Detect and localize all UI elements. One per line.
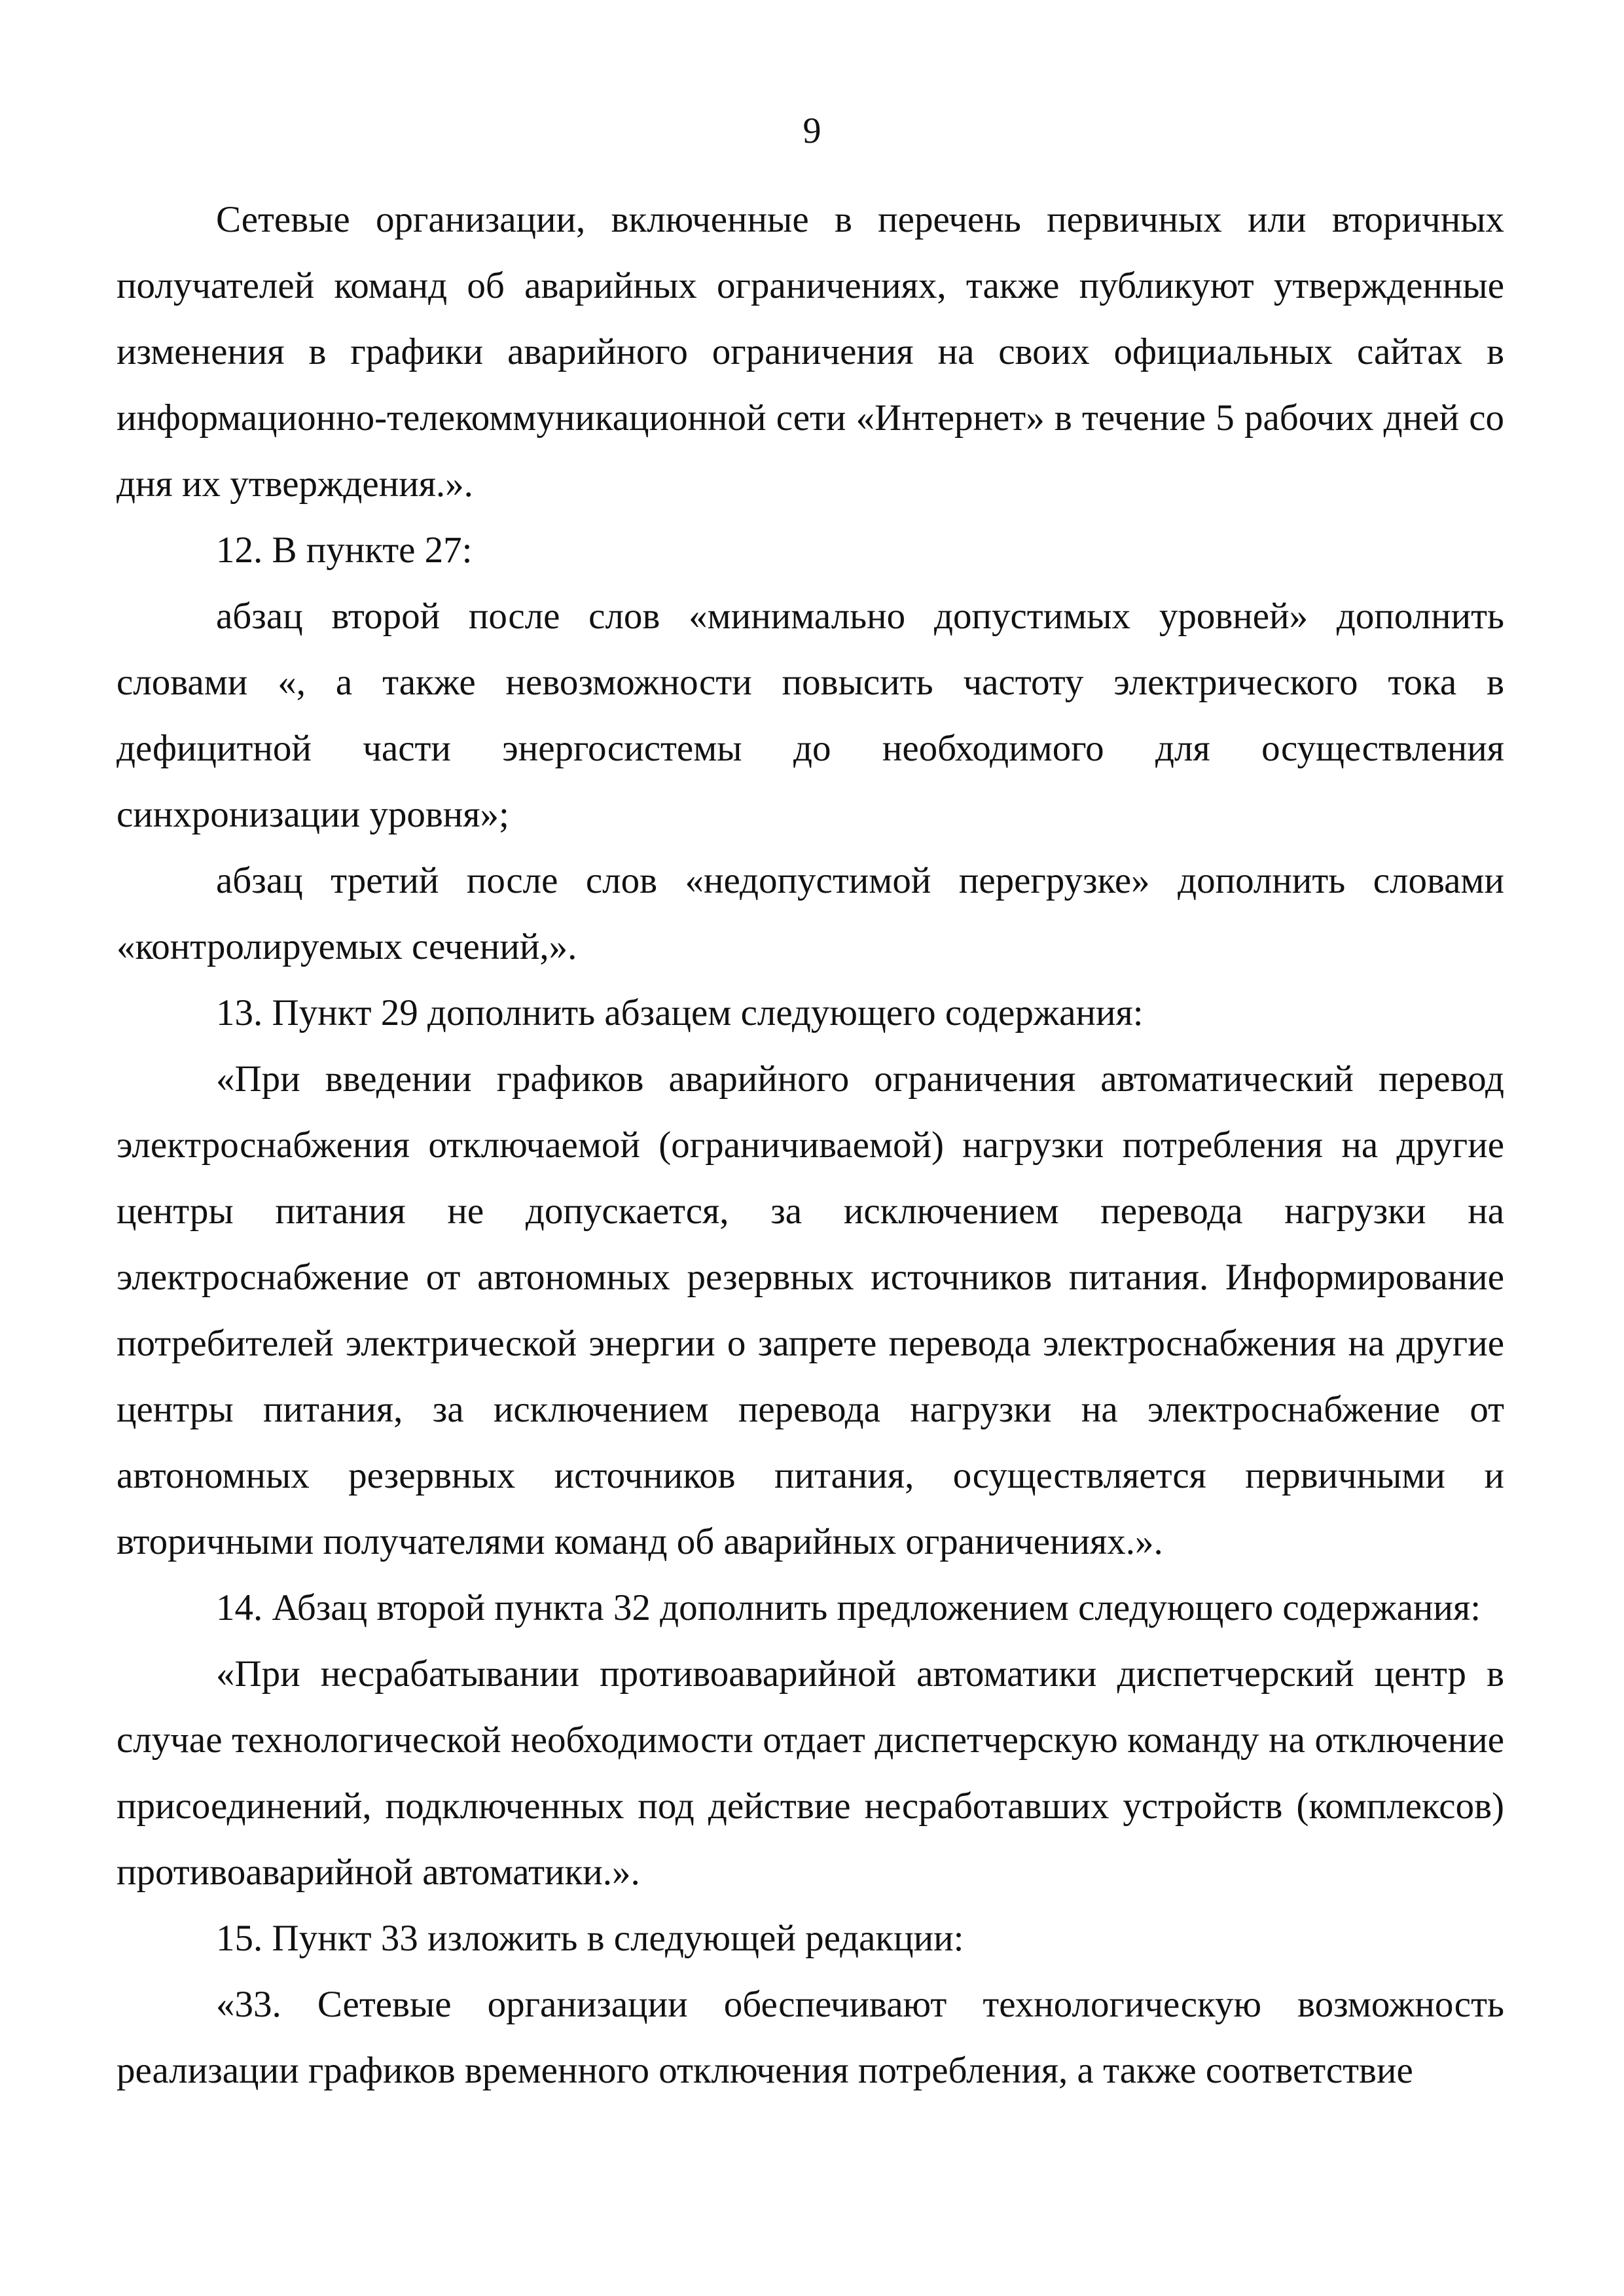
document-body [117, 187, 1504, 2104]
paragraph-item-14: 14. Абзац второй пункта 32 дополнить предложением следующего содержания: [216, 1587, 1481, 1628]
page-number: 9 [803, 111, 821, 151]
paragraph-item-14-content: «При несрабатывании противоаварийной автоматики диспетчерский центр в случае технологической необходимости отдает диспетчерскую команду на отключение присоединений, подключенных под действие несработавших устройств (комплексов) противоаварийной автоматики.». [117, 1653, 1504, 1893]
paragraph-item-13: 13. Пункт 29 дополнить абзацем следующего содержания: [216, 992, 1144, 1033]
paragraph-item-13-content: «При введении графиков аварийного ограничения автоматический перевод электроснабжения отключаемой (ограничиваемой) нагрузки потребления на другие центры питания не допускается, за исключением перевода нагрузки на электроснабжение от автономных резервных источников питания. Информирование потребителей электрической энергии о запрете перевода электроснабжения на другие центры питания, за исключением перевода нагрузки на электроснабжение от автономных резервных источников питания, осуществляется первичными и вторичными получателями команд об аварийных ограничениях.». [117, 1058, 1504, 1562]
paragraph-network-orgs-publish: Сетевые организации, включенные в перечень первичных или вторичных получателей команд об аварийных ограничениях, также публикуют утвержденные изменения в графики аварийного ограничения на своих официальных сайтах в информационно-телекоммуникационной сети «Интернет» в течение 5 рабочих дней со дня их утверждения.». [117, 199, 1504, 505]
paragraph-item-15: 15. Пункт 33 изложить в следующей редакции: [216, 1918, 964, 1959]
paragraph-item-12-second-abzac: абзац второй после слов «минимально допустимых уровней» дополнить словами «, а также невозможности повысить частоту электрического тока в дефицитной части энергосистемы до необходимого для осуществления синхронизации уровня»; [117, 596, 1504, 835]
paragraph-item-15-content: «33. Сетевые организации обеспечивают технологическую возможность реализации графиков временного отключения потребления, а также соответствие [117, 1984, 1504, 2091]
paragraph-item-12: 12. В пункте 27: [216, 529, 473, 571]
paragraph-item-12-third-abzac: абзац третий после слов «недопустимой перегрузке» дополнить словами «контролируемых сечений,». [117, 860, 1504, 967]
